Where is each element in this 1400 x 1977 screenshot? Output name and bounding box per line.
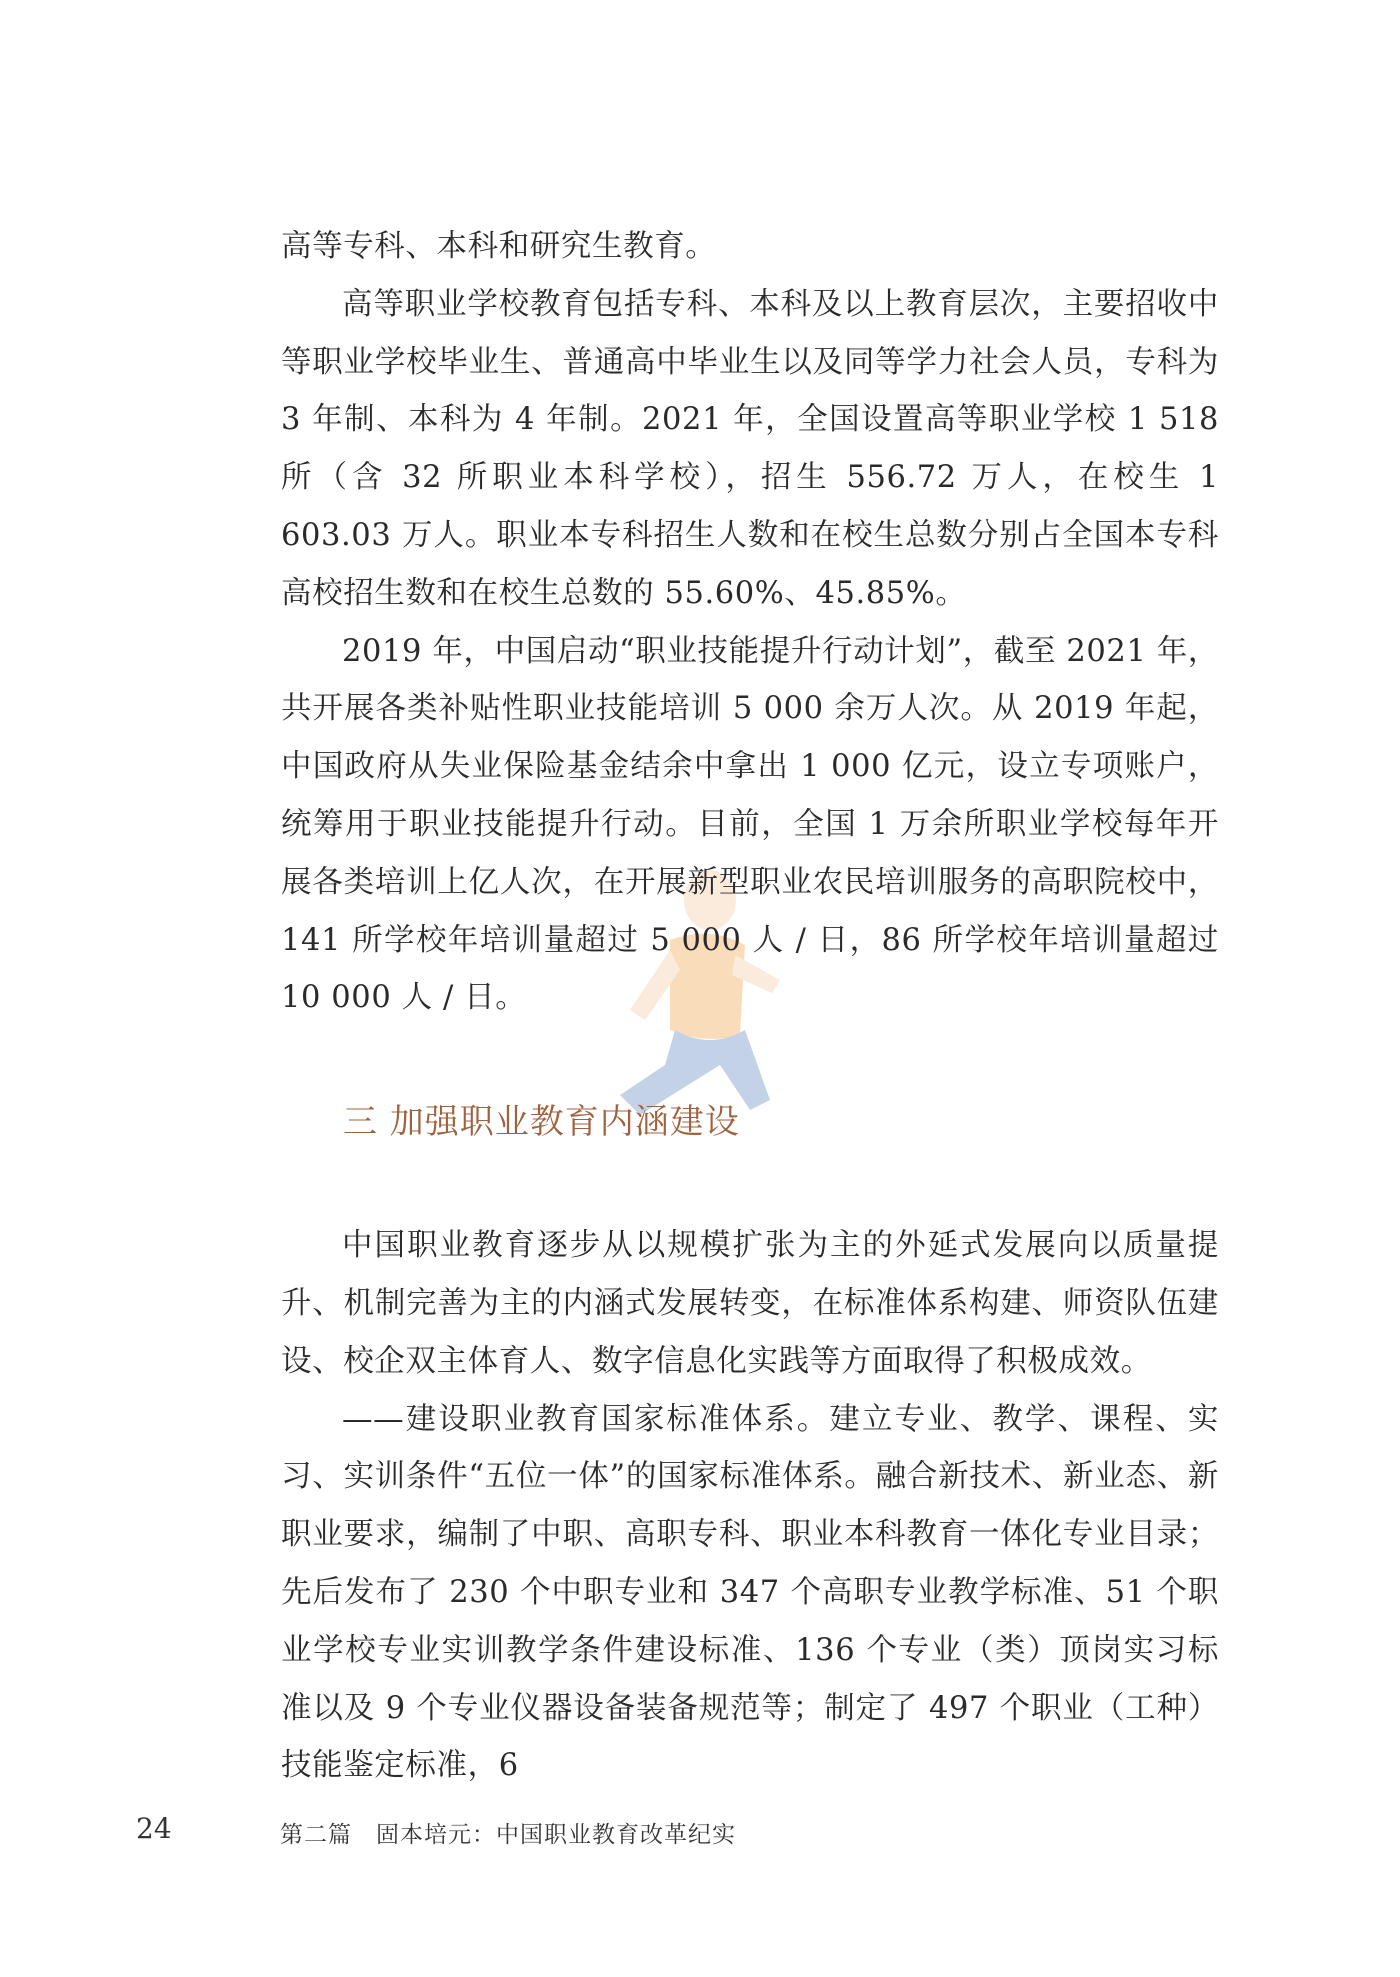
paragraph: ——建设职业教育国家标准体系。建立专业、教学、课程、实习、实训条件“五位一体”的国家标准体系。融合新技术、新业态、新职业要求，编制了中职、高职专科、职业本科教育一体化专业目录；先后发布了 230 个中职专业和 347 个高职专业教学标准、51 个职业学校专业实训教学条件建设标准、136 个专业（类）顶岗实习标准以及 9 个专业仪器设备装备规范等；制定了 497 个职业（工种）技能鉴定标准，6 — [281, 1401, 1219, 1784]
page-footer — [0, 1812, 1400, 1852]
continued-paragraph: 高等专科、本科和研究生教育。 — [281, 229, 717, 264]
paragraph: 中国职业教育逐步从以规模扩张为主的外延式发展向以质量提升、机制完善为主的内涵式发展转变，在标准体系构建、师资队伍建设、校企双主体育人、数字信息化实践等方面取得了积极成效。 — [281, 1228, 1219, 1379]
section-heading: 三 加强职业教育内涵建设 — [343, 1102, 740, 1143]
paragraph: 高等职业学校教育包括专科、本科及以上教育层次，主要招收中等职业学校毕业生、普通高中毕业生以及同等学力社会人员，专科为 3 年制、本科为 4 年制。2021 年，全国设置高等职业学校 1 518 所（含 32 所职业本科学校），招生 556.72 万人，在校生 1 603.03 万人。职业本专科招生人数和在校生总数分别占全国本专科高校招生数和在校生总数的 55.60%、45.85%。 — [281, 286, 1219, 611]
running-title: 第二篇 固本培元：中国职业教育改革纪实 — [280, 1822, 736, 1848]
main-text — [281, 218, 1219, 1795]
paragraph: 2019 年，中国启动“职业技能提升行动计划”，截至 2021 年，共开展各类补贴性职业技能培训 5 000 余万人次。从 2019 年起，中国政府从失业保险基金结余中拿出 1 000 亿元，设立专项账户，统筹用于职业技能提升行动。目前，全国 1 万余所职业学校每年开展各类培训上亿人次，在开展新型职业农民培训服务的高职院校中，141 所学校年培训量超过 5 000 人 / 日，86 所学校年培训量超过 10 000 人 / 日。 — [281, 633, 1219, 1016]
page-number: 24 — [136, 1812, 172, 1845]
